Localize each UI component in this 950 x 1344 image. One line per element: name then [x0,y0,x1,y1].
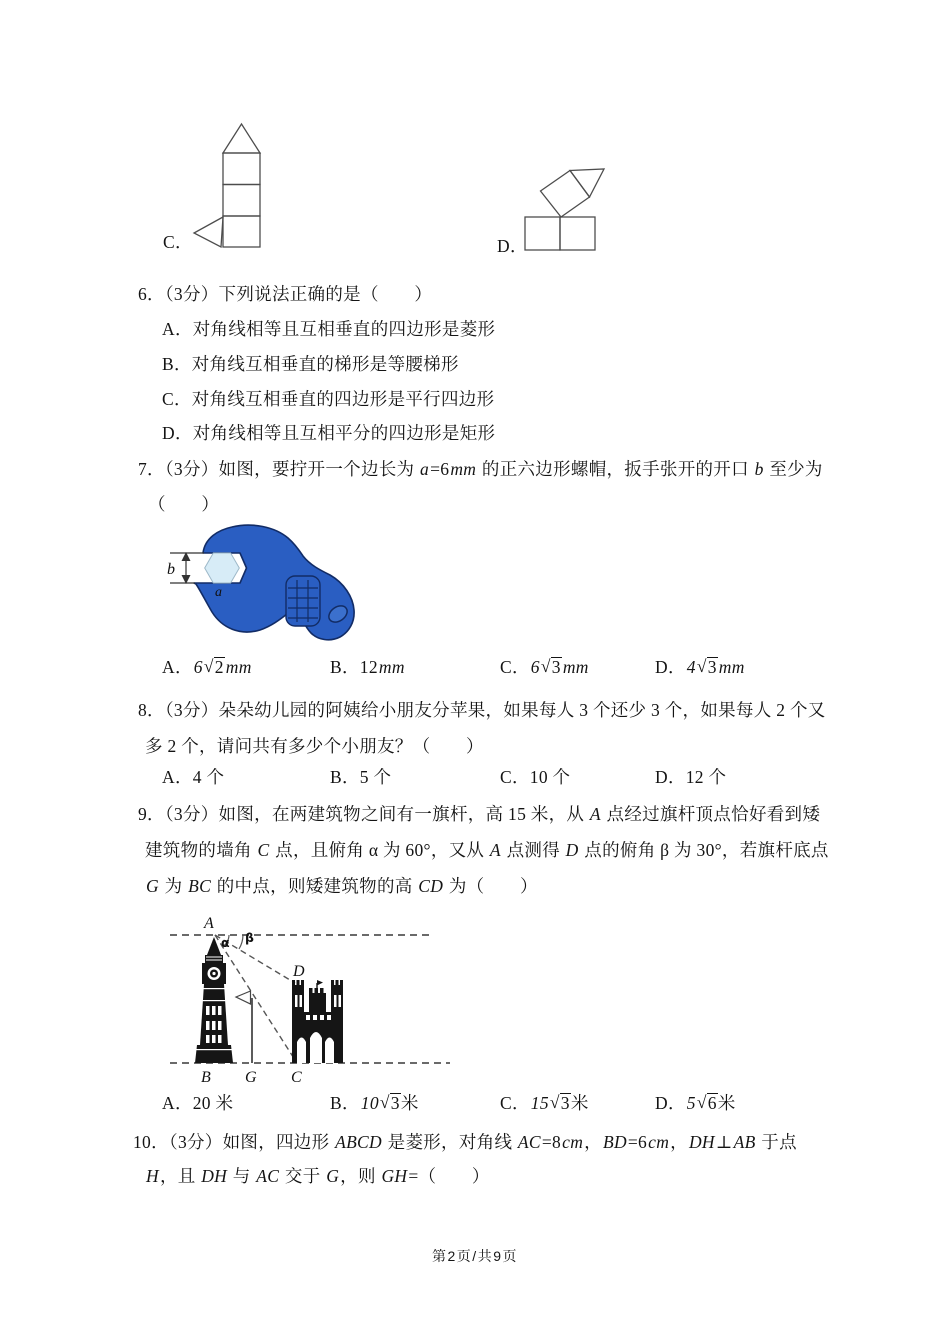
q9-stem-line2: 建筑物的墙角 C 点，且俯角 α 为 60°，又从 A 点测得 D 点的俯角 β 为 30°，若旗杆底点 [145,840,829,860]
alpha-label: α [221,935,230,950]
hex-nut [205,553,240,583]
wrench-grip [286,576,320,626]
net-d-tilted-square [541,171,590,218]
fig5-option-c-net-shape [180,112,275,257]
wrench-figure [158,520,403,650]
net-d-triangle [570,169,604,197]
fig5-option-d-label: D． [497,236,528,256]
tall-building [195,937,233,1063]
q9-stem-line3: G 为 BC 的中点，则矮建筑物的高 CD 为（ ） [146,876,538,896]
q7-stem-line2: （ ） [148,494,220,514]
net-c-shapes [194,124,260,247]
beta-label: β [245,930,254,945]
wrench-b-label: b [167,561,175,578]
q7-option-b: B．12mm [330,657,405,677]
q8-option-d: D．12 个 [655,767,727,787]
q8-option-a: A．4 个 [162,767,225,787]
q9-option-b: B．10√3米 [330,1092,419,1113]
short-building-castle [292,980,343,1063]
q7-option-a: A．6√2 mm [162,656,252,677]
q6-option-c: C．对角线互相垂直的四边形是平行四边形 [162,389,495,409]
point-b-label: B [201,1069,211,1086]
q9-option-c: C．15√3米 [500,1092,589,1113]
point-d-label: D [293,963,305,980]
q9-option-d: D．5√6米 [655,1092,736,1113]
q7-stem-line1: 7．（3分）如图，要拧开一个边长为 a=6mm 的正六边形螺帽，扳手张开的开口 b 至少为 [138,459,823,479]
q6-option-a: A．对角线相等且互相垂直的四边形是菱形 [162,319,496,339]
flagpole [236,991,252,1063]
q10-stem-line2: H，且 DH 与 AC 交于 G，则 GH=（ ） [146,1166,490,1186]
net-c-top-triangle [223,124,260,153]
q8-stem-line2: 多 2 个，请问共有多少个小朋友？（ ） [145,736,484,756]
q10-stem-line1: 10．（3分）如图，四边形 ABCD 是菱形，对角线 AC=8cm，BD=6cm，DH⊥AB 于点 [133,1132,797,1152]
wrench-a-label: a [215,585,222,600]
q6-option-d: D．对角线相等且互相平分的四边形是矩形 [162,423,496,443]
q7-option-c: C．6√3 mm [500,656,589,677]
q7-option-d: D．4√3 mm [655,656,745,677]
q6-option-b: B．对角线互相垂直的梯形是等腰梯形 [162,354,459,374]
q8-option-c: C．10 个 [500,767,571,787]
point-g-label: G [245,1069,257,1086]
fig5-option-d-net-shape [512,150,617,258]
q8-stem-line1: 8．（3分）朵朵幼儿园的阿姨给小朋友分苹果，如果每人 3 个还少 3 个，如果每人 2 个又 [138,700,826,720]
page-footer: 第2页/共9页 [432,1248,518,1264]
q9-stem-line1: 9．（3分）如图，在两建筑物之间有一旗杆，高 15 米，从 A 点经过旗杆顶点恰好看到矮 [138,804,821,824]
q9-option-a: A．20 米 [162,1093,234,1113]
q6-stem: 6．（3分）下列说法正确的是（ ） [138,284,433,304]
flagpole-buildings-figure [152,902,457,1097]
fig5-option-c-label: C． [163,232,193,252]
beta-arc [239,935,243,949]
point-a-label: A [204,915,214,932]
net-d-shapes [525,169,604,250]
q8-option-b: B．5 个 [330,767,392,787]
point-c-label: C [291,1069,302,1086]
net-c-left-triangle [194,217,223,247]
